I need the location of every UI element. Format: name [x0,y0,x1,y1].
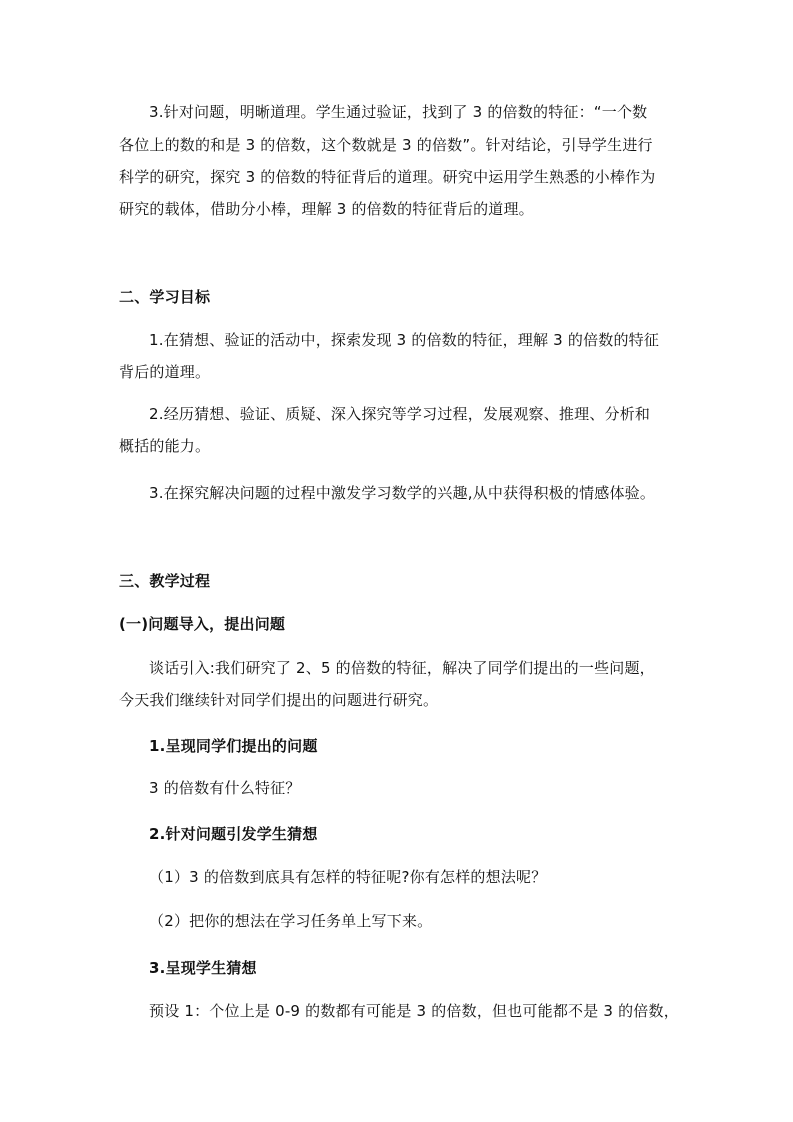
section-heading: 三、教学过程 [119,572,211,590]
paragraph-line: 3.在探究解决问题的过程中激发学习数学的兴趣,从中获得积极的情感体验。 [149,484,656,502]
paragraph-line: 2.经历猜想、验证、质疑、深入探究等学习过程，发展观察、推理、分析和 [149,405,651,423]
paragraph-line: （1）3 的倍数到底具有怎样的特征呢?你有怎样的想法呢？ [149,868,547,886]
paragraph-line: 1.在猜想、验证的活动中，探索发现 3 的倍数的特征，理解 3 的倍数的特征 [149,331,660,349]
paragraph-line: 3 的倍数有什么特征？ [149,779,301,797]
section-heading: 二、学习目标 [119,288,211,306]
paragraph-line: 各位上的数的和是 3 的倍数，这个数就是 3 的倍数”。针对结论，引导学生进行 [119,136,653,154]
paragraph-line: 今天我们继续针对同学们提出的问题进行研究。 [119,691,439,709]
subsection-heading: (一)问题导入，提出问题 [119,615,286,633]
step-heading: 3.呈现学生猜想 [149,959,257,977]
step-heading: 2.针对问题引发学生猜想 [149,825,318,843]
paragraph-line: 3.针对问题，明晰道理。学生通过验证，找到了 3 的倍数的特征：“一个数 [149,103,648,121]
paragraph-line: 科学的研究，探究 3 的倍数的特征背后的道理。研究中运用学生熟悉的小棒作为 [119,168,656,186]
paragraph-line: （2）把你的想法在学习任务单上写下来。 [149,912,433,930]
paragraph-line: 研究的载体，借助分小棒，理解 3 的倍数的特征背后的道理。 [119,200,534,218]
paragraph-line: 谈话引入:我们研究了 2、5 的倍数的特征，解决了同学们提出的一些问题， [149,659,655,677]
paragraph-line: 概括的能力。 [119,437,211,455]
step-heading: 1.呈现同学们提出的问题 [149,737,318,755]
paragraph-line: 预设 1：个位上是 0-9 的数都有可能是 3 的倍数，但也可能都不是 3 的倍数， [149,1002,679,1020]
paragraph-line: 背后的道理。 [119,363,211,381]
